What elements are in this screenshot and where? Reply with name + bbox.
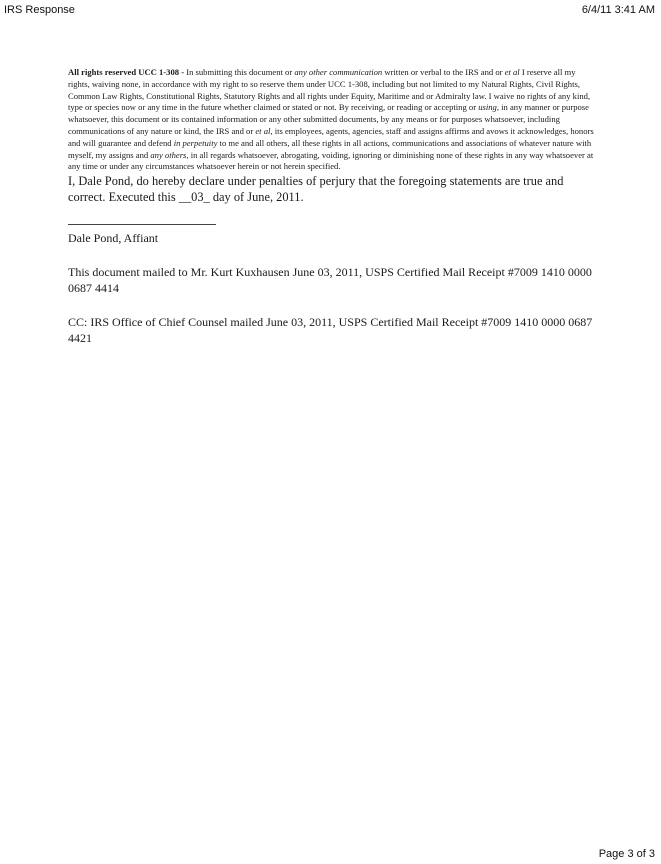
mailing-notice: This document mailed to Mr. Kurt Kuxhausen June 03, 2011, USPS Certified Mail Receipt #7009 1410 0000 0687 4414 <box>68 265 592 296</box>
rights-text: written or verbal to the IRS and or <box>382 67 505 77</box>
rights-text: to me and all others, all these rights in all actions, communications and associations of whatever nature with myself, my assigns and <box>68 137 592 160</box>
perjury-declaration: I, Dale Pond, do hereby declare under penalties of perjury that the foregoing statements are true and correct. Executed this __03_ day of June, 2011. <box>68 174 564 205</box>
cc-notice: CC: IRS Office of Chief Counsel mailed June 03, 2011, USPS Certified Mail Receipt #7009 1410 0000 0687 4421 <box>68 315 593 346</box>
page-header-title: IRS Response <box>4 4 75 16</box>
rights-italic: using <box>478 102 497 113</box>
rights-italic: et al <box>504 67 520 77</box>
rights-italic: any others <box>150 149 187 160</box>
rights-text: , its employees, agents, agencies, staff and assigns affirms and avows it acknowledges, honors and will guarantee and defend <box>68 125 594 148</box>
rights-text: I reserve all my rights, waiving none, in accordance with my right to so reserve them under UCC 1-308, including but not limited to my Natural Rights, Civil Rights, Common Law Rights, Constitutional Rights, Statutory Rights and all rights under Equity, Maritime and or Admiralty law. I waive no rights of any kind, type or species now or any time in the future whether claimed or stated or not. By receiving, or reading or accepting or <box>68 67 591 113</box>
affiant-name: Dale Pond, Affiant <box>68 231 159 246</box>
rights-text: , in any manner or purpose whatsoever, this document or its contained information or any other submitted documents, by any means or for purposes whatsoever, including communications of any nature or kind, the IRS and or <box>68 102 589 136</box>
rights-text: In submitting this document or <box>184 67 295 77</box>
rights-italic: et al <box>255 125 271 136</box>
rights-text: , in all regards whatsoever, abrogating, voiding, ignoring or diminishing none of these rights in any way whatsoever at any time or under any circumstances whatsoever herein or not herein specified. <box>68 149 594 172</box>
rights-italic: in perpetuity <box>173 137 218 148</box>
rights-italic: any other communication <box>294 67 383 77</box>
rights-heading: All rights reserved UCC 1-308 - <box>68 67 185 77</box>
rights-reserved-paragraph <box>68 67 596 173</box>
document-body <box>68 67 596 346</box>
page-indicator: Page 3 of 3 <box>598 848 655 860</box>
signature-line <box>68 224 216 225</box>
page-header-datetime: 6/4/11 3:41 AM <box>581 4 655 16</box>
